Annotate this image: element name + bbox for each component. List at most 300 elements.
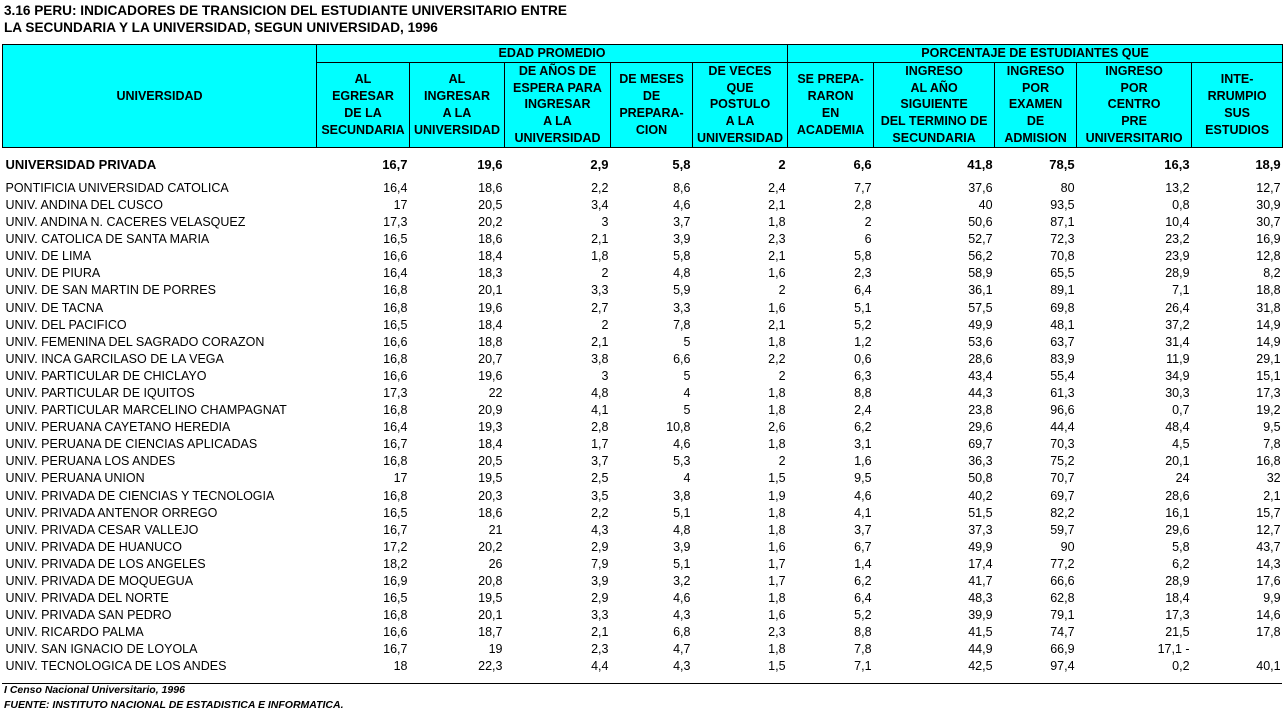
row-value: 18,4	[478, 437, 503, 452]
column-header-line: ESPERA PARA	[513, 80, 602, 95]
table-row	[3, 539, 1283, 556]
row-value: 28,9	[1165, 574, 1190, 588]
row-value: 4,8	[673, 266, 691, 281]
row-value: 5	[683, 368, 691, 383]
row-value: 16,7	[383, 642, 408, 657]
table-title-line-1: 3.16 PERU: INDICADORES DE TRANSICION DEL ESTUDIANTE UNIVERSITARIO ENTRE	[4, 3, 567, 18]
row-value: 1,7	[768, 556, 786, 571]
row-value: 13,2	[1165, 180, 1190, 195]
table-row	[3, 624, 1283, 641]
row-value: 8,8	[854, 625, 872, 640]
row-value: 7,9	[591, 556, 609, 571]
row-value: 4,6	[673, 591, 691, 606]
row-name: UNIVERSIDAD PRIVADA	[5, 157, 157, 173]
row-value: 17,3	[383, 215, 408, 230]
row-value: 63,7	[1050, 334, 1075, 349]
row-value: 2,9	[590, 157, 609, 173]
row-value: 1,5	[768, 659, 786, 674]
table-row	[3, 351, 1283, 368]
row-value: 1,8	[768, 385, 786, 400]
row-value: 2,1	[591, 625, 609, 640]
row-value: 20,2	[478, 539, 503, 554]
row-value: 1,8	[768, 522, 786, 537]
column-header-line: SECUNDARIA	[892, 130, 976, 145]
row-value: 19,6	[478, 300, 503, 315]
row-value: 14,3	[1256, 556, 1281, 571]
row-value: 28,9	[1165, 266, 1190, 281]
row-value: 16,4	[383, 180, 408, 195]
row-value: 4,3	[673, 659, 691, 674]
row-name: UNIV. PARTICULAR MARCELINO CHAMPAGNAT	[5, 403, 287, 418]
row-value: 43,4	[968, 368, 993, 383]
row-name: UNIV. DEL PACIFICO	[5, 317, 127, 332]
row-value: 34,9	[1165, 368, 1190, 383]
row-name: UNIV. ANDINA N. CACERES VELASQUEZ	[5, 215, 246, 230]
row-value: 16,8	[383, 300, 408, 315]
row-value: 2	[601, 266, 609, 281]
row-value: 0,6	[854, 351, 872, 366]
row-name: UNIV. SAN IGNACIO DE LOYOLA	[5, 642, 198, 657]
table-row	[3, 282, 1283, 299]
row-value: 3	[601, 368, 609, 383]
row-value: 1,8	[591, 249, 609, 264]
row-value: 6,2	[854, 420, 872, 435]
row-value: 20,5	[478, 454, 503, 469]
row-value: 16,4	[383, 266, 408, 281]
row-value: 48,4	[1165, 420, 1190, 435]
row-value: 50,6	[968, 215, 993, 230]
row-value: 3,9	[673, 232, 691, 247]
row-value: 4,8	[673, 522, 691, 537]
column-header-5	[693, 62, 788, 147]
row-value: 72,3	[1050, 232, 1075, 247]
row-value: 28,6	[1165, 488, 1190, 503]
row-value: 1,8	[768, 215, 786, 230]
row-value: 18,2	[383, 556, 408, 571]
row-value: 55,4	[1050, 368, 1075, 383]
row-value: 16,1	[1165, 505, 1190, 520]
row-value: 4	[683, 385, 691, 400]
row-value: 16,5	[383, 591, 408, 606]
row-value: 9,9	[1263, 591, 1281, 606]
row-value: 3,7	[591, 454, 609, 469]
row-value: 2,3	[591, 642, 609, 657]
row-value: 5,1	[673, 505, 691, 520]
row-value: 15,7	[1256, 505, 1281, 520]
column-header-7	[874, 62, 995, 147]
column-header-9	[1077, 62, 1192, 147]
row-value: 9,5	[854, 471, 872, 486]
row-value	[1192, 641, 1283, 658]
row-value: 18,4	[1165, 591, 1190, 606]
row-value: 5,2	[854, 608, 872, 623]
row-value: 5,8	[1172, 539, 1190, 554]
row-value: 52,7	[968, 232, 993, 247]
row-value: 51,5	[968, 505, 993, 520]
row-value: 4,6	[673, 197, 691, 212]
total-row	[3, 154, 1283, 176]
row-value: 41,8	[967, 157, 993, 173]
header-group-porcentaje: PORCENTAJE DE ESTUDIANTES QUE	[788, 45, 1283, 63]
row-value: 41,7	[968, 574, 993, 588]
row-value: 1,4	[854, 556, 872, 571]
row-value: 44,3	[968, 385, 993, 400]
row-value: 21	[488, 522, 503, 537]
row-value: 1,5	[768, 471, 786, 486]
row-value: 19,2	[1256, 403, 1281, 418]
row-value: 65,5	[1050, 266, 1075, 281]
table-row	[3, 231, 1283, 248]
row-value: 16,8	[383, 403, 408, 418]
row-value: 19	[488, 642, 503, 657]
header-group-edad-promedio: EDAD PROMEDIO	[317, 45, 788, 63]
row-value: 16,6	[383, 334, 408, 349]
row-value: 6,2	[854, 574, 872, 588]
column-header-line: AL	[354, 72, 372, 87]
row-value: 3	[601, 215, 609, 230]
row-value: 78,5	[1049, 157, 1075, 173]
row-value: 49,9	[968, 317, 993, 332]
column-header-line: DE	[642, 89, 661, 103]
row-value: 3,9	[591, 574, 609, 588]
row-value: 2,4	[768, 180, 786, 195]
row-value: 17	[393, 197, 408, 212]
column-header-line: POR	[1022, 80, 1050, 95]
table-row	[3, 385, 1283, 402]
row-value: 3,3	[591, 283, 609, 298]
row-value: 4	[683, 471, 691, 486]
row-value: 17,3	[1165, 608, 1190, 623]
row-value: 16,5	[383, 232, 408, 247]
row-value: 12,7	[1256, 180, 1281, 195]
column-header-line: AL AÑO	[910, 80, 958, 95]
row-value: 37,2	[1165, 317, 1190, 332]
row-name: UNIV. ANDINA DEL CUSCO	[5, 197, 163, 212]
table-row	[3, 265, 1283, 282]
row-value: 19,5	[478, 591, 503, 606]
row-value: 2,5	[591, 471, 609, 486]
table-row	[3, 522, 1283, 539]
row-value: 30,9	[1256, 197, 1281, 212]
row-value: 2,2	[768, 351, 786, 366]
row-value: 5,8	[854, 249, 872, 264]
column-header-line: DE AÑOS DE	[518, 63, 597, 78]
row-value: 18,6	[478, 180, 503, 195]
row-value: 2	[601, 317, 609, 332]
row-value: 31,4	[1165, 334, 1190, 349]
row-name: UNIV. PARTICULAR DE IQUITOS	[5, 385, 195, 400]
row-name: PONTIFICIA UNIVERSIDAD CATOLICA	[5, 180, 229, 195]
row-value: 23,8	[968, 403, 993, 418]
column-header-line: PRE	[1121, 114, 1147, 129]
row-name: UNIV. PERUANA CAYETANO HEREDIA	[5, 420, 231, 435]
column-header-line: POSTULO	[709, 97, 771, 112]
row-name: UNIV. PERUANA LOS ANDES	[5, 454, 176, 469]
row-value: 96,6	[1050, 403, 1075, 418]
row-value: 17,8	[1256, 625, 1281, 640]
row-value: 8,8	[854, 385, 872, 400]
row-value: 16,9	[383, 574, 408, 588]
row-value: 2,1	[591, 334, 609, 349]
column-header-line: ADMISION	[1004, 130, 1067, 145]
row-value: 16,8	[383, 608, 408, 623]
column-header-line: INTE-	[1220, 72, 1254, 87]
row-value: 2,1	[1263, 488, 1281, 503]
row-value: 16,5	[383, 317, 408, 332]
row-value: 3,3	[591, 608, 609, 623]
column-header-1	[317, 62, 410, 147]
table-row	[3, 641, 1283, 658]
row-value: 16,7	[383, 522, 408, 537]
table-row	[3, 590, 1283, 607]
row-value: 37,6	[968, 180, 993, 195]
row-value: 2,3	[768, 625, 786, 640]
row-value: 4,3	[591, 522, 609, 537]
column-header-line: DE LA	[344, 105, 382, 120]
row-value: 37,3	[968, 522, 993, 537]
row-value: 16,6	[383, 625, 408, 640]
column-header-line: ESTUDIOS	[1205, 122, 1270, 137]
column-header-3	[505, 62, 611, 147]
row-value: 16,8	[383, 454, 408, 469]
row-value: 3,9	[673, 539, 691, 554]
row-value: 1,2	[854, 334, 872, 349]
column-header-line: UNIVERSITARIO	[1085, 130, 1183, 145]
row-value: 18,6	[478, 232, 503, 247]
row-value: 16,8	[1256, 454, 1281, 469]
row-value: 17,4	[968, 556, 993, 571]
row-value: 97,4	[1050, 659, 1075, 674]
row-value: 0,8	[1172, 197, 1190, 212]
row-value: 70,3	[1050, 437, 1075, 452]
row-value: 5,8	[672, 157, 691, 173]
row-value: 87,1	[1050, 215, 1075, 230]
row-name: UNIV. PRIVADA SAN PEDRO	[5, 608, 172, 623]
row-value: 30,3	[1165, 385, 1190, 400]
row-value: 1,6	[768, 266, 786, 281]
table-row	[3, 368, 1283, 385]
row-value: 28,6	[968, 351, 993, 366]
row-value: 2,1	[768, 197, 786, 212]
row-value: 36,3	[968, 454, 993, 469]
row-value: 36,1	[968, 283, 993, 298]
row-value: 12,7	[1256, 522, 1281, 537]
row-value: 4,6	[854, 488, 872, 503]
row-value: 23,9	[1165, 249, 1190, 264]
row-value: 7,8	[673, 317, 691, 332]
row-value: 1,8	[768, 334, 786, 349]
row-value: 3,2	[673, 574, 691, 588]
row-value: 61,3	[1050, 385, 1075, 400]
table-row	[3, 470, 1283, 487]
row-value: 90	[1060, 539, 1075, 554]
table-row	[3, 334, 1283, 351]
row-value: 4,7	[673, 642, 691, 657]
row-value: 12,8	[1256, 249, 1281, 264]
table-row	[3, 556, 1283, 573]
row-value: 5,1	[854, 300, 872, 315]
row-name: UNIV. PRIVADA DEL NORTE	[5, 591, 169, 606]
column-header-4	[611, 62, 693, 147]
column-header-line: A LA	[442, 105, 472, 120]
row-value: 66,6	[1050, 574, 1075, 588]
row-value: 6,8	[673, 625, 691, 640]
row-value: 14,6	[1256, 608, 1281, 623]
row-value: 17	[393, 471, 408, 486]
row-value: 2	[778, 157, 786, 173]
row-value: 3,3	[673, 300, 691, 315]
row-value: 30,7	[1256, 215, 1281, 230]
row-name: UNIV. PARTICULAR DE CHICLAYO	[5, 368, 207, 383]
row-value: 1,6	[768, 608, 786, 623]
column-header-line: SECUNDARIA	[321, 122, 405, 137]
statistics-table	[2, 44, 1283, 676]
row-name: UNIV. PRIVADA DE CIENCIAS Y TECNOLOGIA	[5, 488, 275, 503]
row-value: 3,7	[673, 215, 691, 230]
row-value: 0,7	[1172, 403, 1190, 418]
row-value: 8,2	[1263, 266, 1281, 281]
row-value: 2,9	[591, 591, 609, 606]
row-value: 5,3	[673, 454, 691, 469]
row-value: 56,2	[968, 249, 993, 264]
column-header-line: CION	[635, 122, 668, 137]
row-value: 5,9	[673, 283, 691, 298]
row-value: 70,7	[1050, 471, 1075, 486]
row-value: 5	[683, 334, 691, 349]
row-value: 2,8	[591, 420, 609, 435]
column-header-line: A LA	[543, 114, 572, 129]
row-value: 1,8	[768, 642, 786, 657]
row-value: 48,3	[968, 591, 993, 606]
row-value: 10,8	[666, 420, 691, 435]
column-header-line: INGRESO	[905, 63, 963, 78]
column-header-line: EN	[821, 105, 840, 120]
row-value: 44,4	[1050, 420, 1075, 435]
row-value: 3,5	[591, 488, 609, 503]
row-value: 1,6	[768, 539, 786, 554]
row-value: 18,4	[478, 317, 503, 332]
column-header-line: UNIVERSIDAD	[514, 130, 601, 145]
row-value: 18	[393, 659, 408, 674]
row-value: 83,9	[1050, 351, 1075, 366]
row-value: 82,2	[1050, 505, 1075, 520]
row-value: 3,1	[854, 437, 872, 452]
row-value: 77,2	[1050, 556, 1075, 571]
row-value: 22,3	[478, 659, 503, 674]
column-header-line: EGRESAR	[332, 89, 394, 103]
row-name: UNIV. DE PIURA	[5, 266, 101, 281]
row-value: 4,8	[591, 385, 609, 400]
column-header-line: INGRESAR	[524, 97, 591, 112]
row-value: 59,7	[1050, 522, 1075, 537]
row-value: 2,8	[854, 197, 872, 212]
row-value: 2,2	[591, 505, 609, 520]
row-value: 16,4	[383, 420, 408, 435]
row-value: 6	[864, 232, 872, 247]
row-value: 23,2	[1165, 232, 1190, 247]
column-header-line: QUE	[726, 80, 754, 95]
row-value: 53,6	[968, 334, 993, 349]
row-value: 2,7	[591, 300, 609, 315]
row-value: 26,4	[1165, 300, 1190, 315]
table-row	[3, 317, 1283, 334]
row-value: 2,4	[854, 403, 872, 418]
row-value: 2,3	[768, 232, 786, 247]
row-value: 16,6	[383, 368, 408, 383]
row-name: UNIV. CATOLICA DE SANTA MARIA	[5, 232, 210, 247]
row-value: 5,1	[673, 556, 691, 571]
row-value: 18,8	[478, 334, 503, 349]
row-value: 10,4	[1165, 215, 1190, 230]
table-row	[3, 248, 1283, 265]
row-value: 93,5	[1050, 197, 1075, 212]
row-value: 69,8	[1050, 300, 1075, 315]
row-value: 2,9	[591, 539, 609, 554]
row-name: UNIV. RICARDO PALMA	[5, 625, 144, 640]
column-header-line: RARON	[807, 89, 854, 103]
row-value: 17,3	[1256, 385, 1281, 400]
row-value: 40	[978, 197, 993, 212]
row-value: 17,6	[1256, 574, 1281, 588]
column-header-line: RRUMPIO	[1207, 89, 1267, 103]
row-value: 6,4	[854, 591, 872, 606]
row-value: 18,7	[478, 625, 503, 640]
row-name: UNIV. PERUANA DE CIENCIAS APLICADAS	[5, 437, 258, 452]
column-header-line: INGRESO	[1105, 63, 1163, 78]
row-value: 6,6	[853, 157, 872, 173]
row-value: 89,1	[1050, 283, 1075, 298]
row-value: 69,7	[1050, 488, 1075, 503]
table-row	[3, 180, 1283, 197]
row-value: 1,8	[768, 403, 786, 418]
row-value: 48,1	[1050, 317, 1075, 332]
column-header-line: PREPARA-	[619, 105, 684, 120]
row-value: 6,4	[854, 283, 872, 298]
row-value: 3,8	[673, 488, 691, 503]
row-value: 50,8	[968, 471, 993, 486]
row-value: 49,9	[968, 539, 993, 554]
row-value: 58,9	[968, 266, 993, 281]
table-row	[3, 505, 1283, 522]
row-value: 4,5	[1172, 437, 1190, 452]
row-value: 8,6	[673, 180, 691, 195]
row-value: 29,1	[1256, 351, 1281, 366]
row-value: 16,6	[383, 249, 408, 264]
row-value: 2	[778, 283, 786, 298]
row-value: 29,6	[1165, 522, 1190, 537]
row-value: 14,9	[1256, 317, 1281, 332]
row-value: 57,5	[968, 300, 993, 315]
row-value: 20,1	[478, 283, 503, 298]
footer-rule	[2, 683, 1282, 684]
row-value: 6,7	[854, 539, 872, 554]
row-value: 19,6	[477, 157, 503, 173]
row-name: UNIV. PRIVADA DE LOS ANGELES	[5, 556, 206, 571]
row-value: 0,2	[1172, 659, 1190, 674]
column-header-line: UNIVERSIDAD	[413, 122, 501, 137]
row-value: 20,7	[478, 351, 503, 366]
column-header-line: CENTRO	[1107, 97, 1161, 112]
row-name: UNIV. TECNOLOGICA DE LOS ANDES	[5, 659, 227, 674]
row-value: 20,1	[1165, 454, 1190, 469]
row-value: 18,4	[478, 249, 503, 264]
row-value: 7,7	[854, 180, 872, 195]
row-value: 24	[1175, 471, 1190, 486]
row-value: 18,8	[1256, 283, 1281, 298]
row-value: 66,9	[1050, 642, 1075, 657]
column-header-line: DE	[1026, 114, 1045, 129]
row-value: 7,8	[854, 642, 872, 657]
